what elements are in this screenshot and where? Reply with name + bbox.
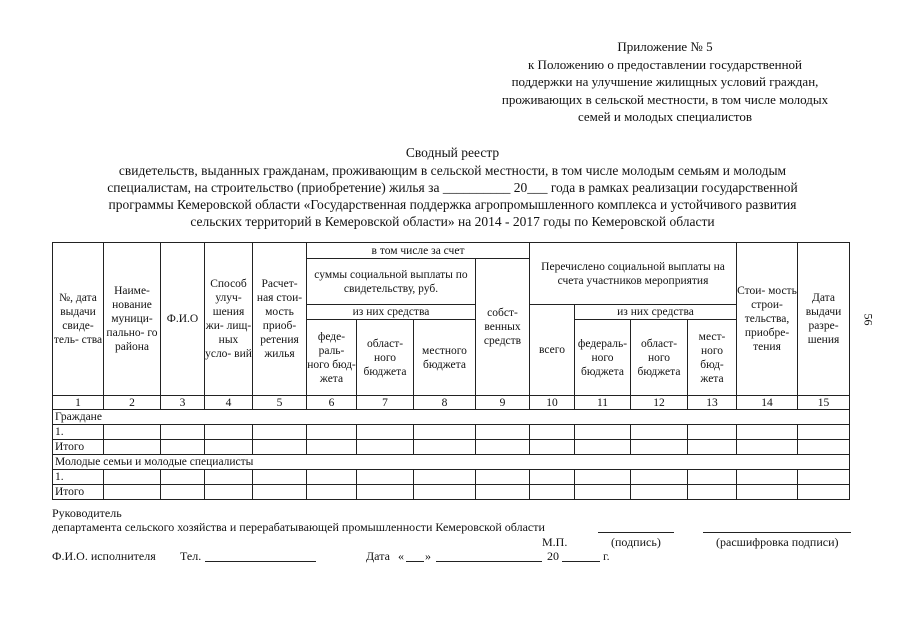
table-cell[interactable] (357, 440, 414, 455)
header-improvement-method: Способ улуч- шения жи- лищ- ных усло- вий (205, 243, 253, 396)
table-cell[interactable] (253, 440, 307, 455)
table-cell[interactable] (476, 470, 530, 485)
phone-line[interactable] (205, 550, 316, 562)
date-label: Дата (366, 549, 390, 563)
title-line: специалистам, на строительство (приобретение) жилья за __________ 20___ года в рамках реализации государственной (107, 180, 798, 195)
header-permit-date: Дата выдачи разре- шения (798, 243, 850, 396)
total-row (53, 485, 850, 500)
row-label: 1. (53, 470, 104, 485)
column-number: 15 (798, 396, 850, 410)
table-cell[interactable] (688, 485, 737, 500)
table-cell[interactable] (798, 470, 850, 485)
document-heading: Сводный реестр (405, 145, 500, 160)
title-line: сельских территорий в Кемеровской области» на 2014 - 2017 годы по Кемеровской области (190, 214, 715, 229)
header-regional-2: област- ного бюджета (631, 320, 688, 396)
table-cell[interactable] (357, 425, 414, 440)
table-cell[interactable] (798, 440, 850, 455)
head-label: Руководитель (52, 506, 122, 520)
page-number: 56 (861, 313, 876, 326)
header-own-funds: собст- венных средств (476, 259, 530, 396)
header-regional: област- ного бюджета (357, 320, 414, 396)
header-construction-cost: Стои- мость строи- тельства, приобре- тения (737, 243, 798, 396)
table-cell[interactable] (357, 485, 414, 500)
table-cell[interactable] (205, 425, 253, 440)
table-cell[interactable] (307, 485, 357, 500)
year-suffix: г. (603, 549, 610, 563)
column-number: 2 (104, 396, 161, 410)
appendix-line: к Положению о предоставлении государственной (527, 56, 803, 72)
table-cell[interactable] (357, 470, 414, 485)
table-cell[interactable] (476, 440, 530, 455)
column-number: 12 (631, 396, 688, 410)
section-title-citizens: Граждане (53, 410, 850, 425)
section-title-young-families: Молодые семьи и молодые специалисты (53, 455, 850, 470)
header-federal: феде- раль- ного бюд- жета (307, 320, 357, 396)
table-cell[interactable] (575, 485, 631, 500)
table-cell[interactable] (205, 440, 253, 455)
total-label: Итого (53, 485, 104, 500)
header-of-which: из них средства (307, 305, 476, 320)
table-cell[interactable] (798, 425, 850, 440)
table-cell[interactable] (631, 485, 688, 500)
executor-label: Ф.И.О. исполнителя (52, 549, 156, 563)
section-row (53, 455, 850, 470)
header-full-name: Ф.И.О (161, 243, 205, 396)
header-of-which-2: из них средства (575, 305, 737, 320)
header-transferred: Перечислено социальной выплаты на счета участников мероприятия (530, 243, 737, 305)
register-table (52, 242, 850, 500)
table-cell[interactable] (253, 425, 307, 440)
table-cell[interactable] (307, 470, 357, 485)
table-cell[interactable] (253, 470, 307, 485)
appendix-line: семей и молодых специалистов (577, 109, 753, 124)
header-local: местного бюджета (414, 320, 476, 396)
appendix-line: проживающих в сельской местности, в том числе молодых (501, 91, 829, 107)
header-number-date: №, дата выдачи свиде- тель- ства (53, 243, 104, 396)
department-name: департамента сельского хозяйства и перерабатывающей промышленности Кемеровской области (52, 520, 545, 534)
table-cell[interactable] (631, 440, 688, 455)
column-number: 5 (253, 396, 307, 410)
column-number: 14 (737, 396, 798, 410)
table-cell[interactable] (798, 485, 850, 500)
section-row (53, 410, 850, 425)
table-cell[interactable] (688, 470, 737, 485)
year-line[interactable] (562, 550, 600, 562)
table-cell[interactable] (476, 485, 530, 500)
year-prefix: 20 (547, 549, 559, 563)
table-cell[interactable] (476, 425, 530, 440)
column-number: 1 (53, 396, 104, 410)
table-cell[interactable] (253, 485, 307, 500)
table-cell[interactable] (161, 470, 205, 485)
column-number: 6 (307, 396, 357, 410)
table-cell[interactable] (104, 425, 161, 440)
header-local-2: мест- ного бюд- жета (688, 320, 737, 396)
table-row (53, 470, 850, 485)
table-cell[interactable] (737, 485, 798, 500)
table-cell[interactable] (307, 425, 357, 440)
month-line[interactable] (436, 550, 542, 562)
header-estimated-cost: Расчет- ная стои- мость приоб- ретения жилья (253, 243, 307, 396)
header-district: Наиме- нование муници- пально- го района (104, 243, 161, 396)
table-cell[interactable] (575, 440, 631, 455)
table-cell[interactable] (414, 485, 476, 500)
decode-caption: (расшифровка подписи) (716, 535, 839, 549)
table-cell[interactable] (414, 440, 476, 455)
table-cell[interactable] (161, 485, 205, 500)
table-cell[interactable] (104, 470, 161, 485)
column-number: 7 (357, 396, 414, 410)
decode-line[interactable] (703, 521, 851, 533)
table-cell[interactable] (530, 440, 575, 455)
stamp-label: М.П. (542, 535, 568, 549)
table-cell[interactable] (737, 425, 798, 440)
signature-line[interactable] (598, 521, 674, 533)
column-number: 4 (205, 396, 253, 410)
table-cell[interactable] (575, 470, 631, 485)
table-cell[interactable] (307, 440, 357, 455)
column-number: 10 (530, 396, 575, 410)
table-cell[interactable] (530, 425, 575, 440)
header-total: всего (530, 305, 575, 396)
column-number: 9 (476, 396, 530, 410)
date-close-quote: » (425, 549, 431, 563)
table-cell[interactable] (161, 425, 205, 440)
table-cell[interactable] (414, 425, 476, 440)
row-label: 1. (53, 425, 104, 440)
table-cell[interactable] (575, 425, 631, 440)
appendix-block (430, 38, 900, 126)
table-cell[interactable] (205, 470, 253, 485)
appendix-line: поддержки на улучшение жилищных условий граждан, (511, 74, 819, 89)
column-number: 8 (414, 396, 476, 410)
table-cell[interactable] (631, 425, 688, 440)
table-cell[interactable] (205, 485, 253, 500)
column-number: 3 (161, 396, 205, 410)
header-including: в том числе за счет (307, 243, 530, 259)
table-cell[interactable] (104, 440, 161, 455)
column-numbers-row (53, 396, 850, 410)
column-number: 11 (575, 396, 631, 410)
table-cell[interactable] (688, 440, 737, 455)
table-cell[interactable] (737, 470, 798, 485)
title-line: свидетельств, выданных гражданам, проживающим в сельской местности, в том числе молодым семьям и молодым (118, 163, 787, 178)
table-cell[interactable] (688, 425, 737, 440)
table-cell[interactable] (530, 470, 575, 485)
appendix-title: Приложение № 5 (617, 39, 713, 54)
total-row (53, 440, 850, 455)
table-cell[interactable] (161, 440, 205, 455)
header-social-payment: суммы социальной выплаты по свидетельству, руб. (307, 259, 476, 305)
table-cell[interactable] (530, 485, 575, 500)
header-federal-2: федераль- ного бюджета (575, 320, 631, 396)
table-row (53, 425, 850, 440)
date-open-quote: « (398, 549, 404, 563)
column-number: 13 (688, 396, 737, 410)
table-cell[interactable] (737, 440, 798, 455)
total-label: Итого (53, 440, 104, 455)
day-line[interactable] (406, 550, 424, 562)
table-cell[interactable] (104, 485, 161, 500)
table-cell[interactable] (414, 470, 476, 485)
table-cell[interactable] (631, 470, 688, 485)
signature-caption: (подпись) (611, 535, 661, 549)
phone-label: Тел. (180, 549, 202, 563)
title-line: программы Кемеровской области «Государственная поддержка агропромышленного комплекса и устойчивого развития (108, 197, 797, 212)
